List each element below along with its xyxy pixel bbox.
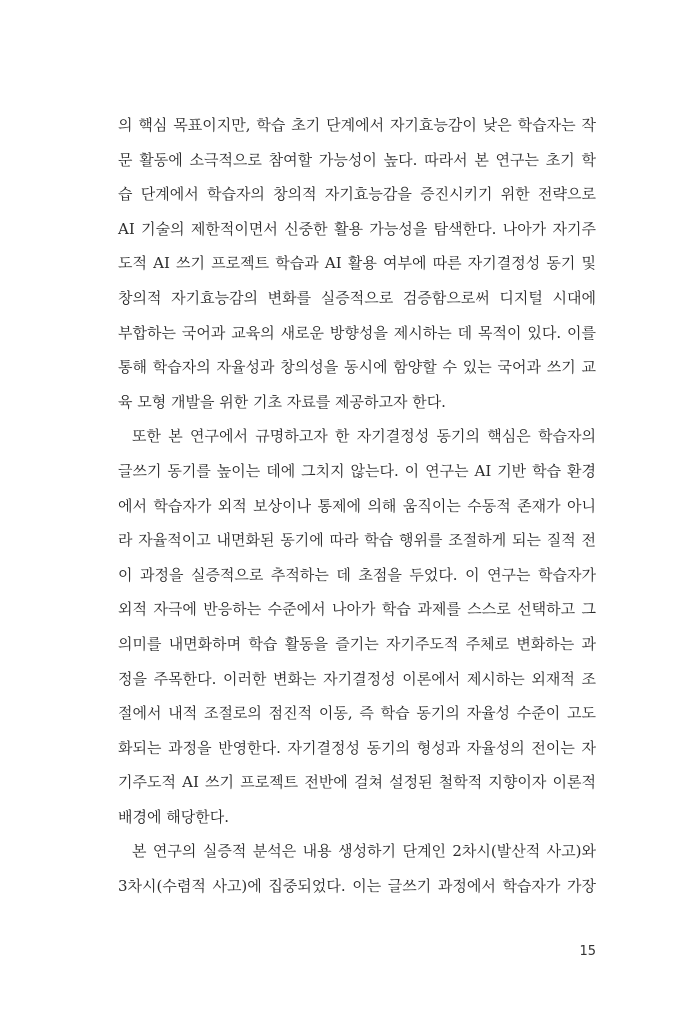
text-line: 또한 본 연구에서 규명하고자 한 자기결정성 동기의 핵심은 학습자의 — [132, 427, 596, 446]
text-line: 부합하는 국어과 교육의 새로운 방향성을 제시하는 데 목적이 있다. 이를 — [118, 323, 596, 342]
text-line: 육 모형 개발을 위한 기초 자료를 제공하고자 한다. — [118, 392, 446, 411]
text-line: 의미를 내면화하며 학습 활동을 즐기는 자기주도적 주체로 변화하는 과 — [118, 634, 596, 653]
text-line: 외적 자극에 반응하는 수준에서 나아가 학습 과제를 스스로 선택하고 그 — [118, 600, 596, 619]
text-line: 습 단계에서 학습자의 창의적 자기효능감을 증진시키기 위한 전략으로 — [118, 185, 596, 204]
text-line: 3차시(수렴적 사고)에 집중되었다. 이는 글쓰기 과정에서 학습자가 가장 — [118, 877, 596, 896]
text-line: 의 핵심 목표이지만, 학습 초기 단계에서 자기효능감이 낮은 학습자는 작 — [118, 116, 596, 134]
text-line: 기주도적 AI 쓰기 프로젝트 전반에 걸쳐 설정된 철학적 지향이자 이론적 — [118, 773, 596, 792]
page-number: 15 — [579, 944, 596, 959]
text-line: 본 연구의 실증적 분석은 내용 생성하기 단계인 2차시(발산적 사고)와 — [132, 842, 596, 861]
text-line: 글쓰기 동기를 높이는 데에 그치지 않는다. 이 연구는 AI 기반 학습 환경 — [118, 461, 596, 480]
text-line: 배경에 해당한다. — [118, 807, 229, 826]
text-line: 이 과정을 실증적으로 추적하는 데 초점을 두었다. 이 연구는 학습자가 — [118, 565, 596, 584]
text-line: 에서 학습자가 외적 보상이나 통제에 의해 움직이는 수동적 존재가 아니 — [118, 496, 596, 515]
text-line: AI 기술의 제한적이면서 신중한 활용 가능성을 탐색한다. 나아가 자기주 — [118, 219, 596, 238]
text-line: 문 활동에 소극적으로 참여할 가능성이 높다. 따라서 본 연구는 초기 학 — [118, 150, 596, 169]
text-line: 도적 AI 쓰기 프로젝트 학습과 AI 활용 여부에 따른 자기결정성 동기 및 — [118, 254, 596, 273]
text-line: 창의적 자기효능감의 변화를 실증적으로 검증함으로써 디지털 시대에 — [118, 288, 596, 307]
paragraph-3 — [118, 834, 596, 903]
text-line: 절에서 내적 조절로의 점진적 이동, 즉 학습 동기의 자율성 수준이 고도 — [118, 704, 596, 723]
paragraph-2 — [118, 419, 596, 834]
paragraph-1 — [118, 108, 596, 419]
text-line: 라 자율적이고 내면화된 동기에 따라 학습 행위를 조절하게 되는 질적 전 — [118, 531, 596, 550]
text-line: 통해 학습자의 자율성과 창의성을 동시에 함양할 수 있는 국어과 쓰기 교 — [118, 358, 596, 377]
body-text — [118, 108, 596, 904]
text-line: 정을 주목한다. 이러한 변화는 자기결정성 이론에서 제시하는 외재적 조 — [118, 669, 596, 688]
text-line: 화되는 과정을 반영한다. 자기결정성 동기의 형성과 자율성의 전이는 자 — [118, 738, 596, 757]
